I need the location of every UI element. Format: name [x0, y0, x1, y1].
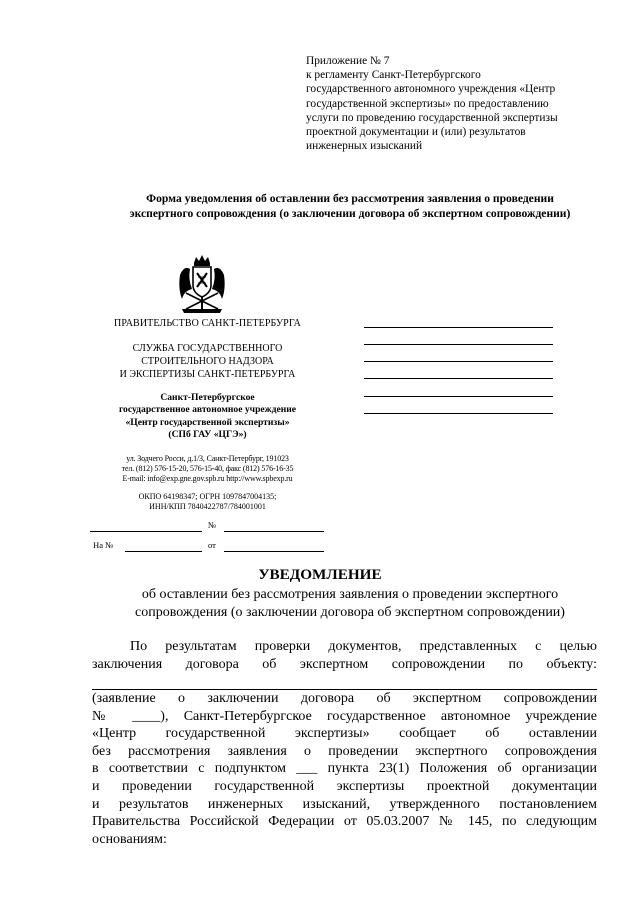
- body-line: По результатам проверки документов, представленных с целью: [130, 639, 597, 654]
- number-sign: №: [208, 520, 217, 530]
- coat-of-arms-icon: [176, 253, 228, 315]
- appendix-block: [306, 54, 606, 153]
- appendix-line: государственной экспертизы» по предоставлению: [306, 97, 549, 110]
- address-line: ул. Зодчего Росси, д.1/3, Санкт-Петербург, 191023: [126, 454, 289, 463]
- addressee-line: [364, 378, 553, 379]
- org-line: Санкт-Петербургское: [160, 392, 255, 403]
- notice-title: УВЕДОМЛЕНИЕ: [258, 566, 382, 583]
- notice-subtitle-line: сопровождения (о заключении договора об экспертном сопровождении): [135, 604, 565, 620]
- form-title: [70, 191, 630, 221]
- service-line: СЛУЖБА ГОСУДАРСТВЕННОГО: [132, 343, 283, 354]
- appendix-line: Приложение № 7: [306, 55, 390, 67]
- address-line: E-mail: info@exp.gne.gov.spb.ru http://www.spbexp.ru: [122, 474, 293, 484]
- body-line: и результатов инженерных изысканий, утвержденного постановлением: [92, 796, 597, 812]
- addressee-line: [364, 361, 553, 362]
- body-line: основаниям:: [92, 831, 167, 847]
- addressee-line: [364, 327, 553, 328]
- form-title-line: экспертного сопровождения (о заключении договора об экспертном сопровождении): [129, 207, 571, 220]
- body-paragraph-2: [92, 690, 597, 848]
- in-reply-label: На №: [93, 540, 114, 550]
- outgoing-date-line: [90, 531, 202, 532]
- in-reply-date-line: [224, 551, 324, 552]
- org-line: государственное автономное учреждение: [118, 404, 297, 416]
- body-paragraph-1: [92, 638, 597, 673]
- body-line: № ____), Санкт-Петербургское государственное автономное учреждение: [92, 708, 597, 724]
- appendix-line: услуги по проведению государственной экспертизы: [306, 111, 558, 124]
- codes-line: ОКПО 64198347; ОГРН 1097847004135;: [138, 492, 277, 501]
- body-line: в соответствии с подпунктом ___ пункта 23(1) Положения об организации: [92, 761, 597, 777]
- address-line: тел. (812) 576-15-20, 576-15-40, факс (812) 576-16-35: [121, 464, 294, 474]
- addressee-line: [364, 344, 553, 345]
- service-name: [95, 342, 320, 381]
- body-line: заключения договора об экспертном сопровождении по объекту:: [92, 656, 597, 672]
- addressee-line: [364, 413, 553, 414]
- body-line: (заявление о заключении договора об экспертном сопровождении: [92, 691, 597, 706]
- body-line: без рассмотрения заявления о проведении экспертного сопровождения: [92, 743, 597, 759]
- appendix-line: к регламенту Санкт-Петербургского: [306, 69, 481, 82]
- government-name: ПРАВИТЕЛЬСТВО САНКТ-ПЕТЕРБУРГА: [114, 318, 301, 329]
- addressee-line: [364, 396, 553, 397]
- codes-line: ИНН/КПП 7840422787/784001001: [149, 502, 266, 512]
- body-line: и проведении государственной экспертизы проектной документации: [92, 778, 597, 794]
- body-line: Правительства Российской Федерации от 05.03.2007 № 145, по следующим: [92, 814, 597, 830]
- notice-subtitle: [95, 586, 605, 621]
- appendix-line: государственного автономного учреждения «Центр: [306, 83, 556, 96]
- organization-name: [95, 392, 320, 442]
- form-title-line: Форма уведомления об оставлении без рассмотрения заявления о проведении: [146, 192, 554, 205]
- service-line: И ЭКСПЕРТИЗЫ САНКТ-ПЕТЕРБУРГА: [119, 369, 296, 380]
- notice-subtitle-line: об оставлении без рассмотрения заявления о проведении экспертного: [141, 587, 559, 602]
- registration-codes: [95, 492, 320, 512]
- service-line: СТРОИТЕЛЬНОГО НАДЗОРА: [141, 356, 274, 367]
- outgoing-number-line: [224, 531, 324, 532]
- appendix-line: инженерных изысканий: [306, 140, 423, 153]
- org-line: «Центр государственной экспертизы»: [125, 416, 290, 428]
- address-block: [95, 454, 320, 485]
- body-line: «Центр государственной экспертизы» сообщает об оставлении: [92, 726, 597, 742]
- in-reply-number-line: [125, 551, 202, 552]
- from-label: от: [208, 540, 216, 550]
- org-line: (СПб ГАУ «ЦГЭ»): [168, 429, 247, 441]
- appendix-line: проектной документации и (или) результатов: [306, 126, 526, 139]
